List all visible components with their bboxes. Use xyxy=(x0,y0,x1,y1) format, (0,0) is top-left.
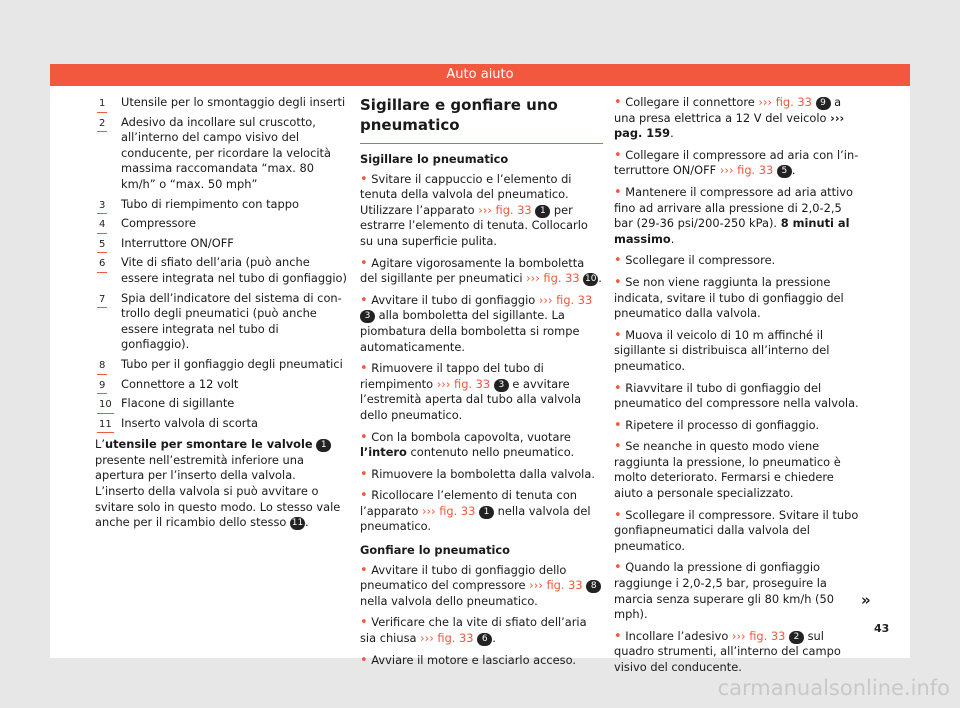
parts-list-item xyxy=(95,236,347,252)
step: • Incollare l’adesivo ››› fig. 33 2 sul quadro strumenti, all’interno del campo visivo del conducente. xyxy=(614,628,841,674)
page-number: 43 xyxy=(874,622,890,635)
step: • Scollegare il compressore. Svitare il tubo gonfiapneumatici dalla valvola del pneumatico. xyxy=(614,507,859,553)
item-text: Compressore xyxy=(121,216,196,231)
parts-list-item xyxy=(95,377,347,393)
item-text: Adesivo da incollare sul cruscotto, all’interno del campo visivo del conducente, per ricordare la velocità massima raccomandata “max. 80 km/h” o “max. 50 mph” xyxy=(121,114,332,191)
item-number: 10 xyxy=(99,397,112,413)
parts-list-item xyxy=(95,357,347,373)
continue-marker: » xyxy=(861,591,871,609)
step: • Se non viene raggiunta la pressione indicata, svitare il tubo di gonfiaggio del pneumatico dalla valvola. xyxy=(614,274,844,321)
item-number: 3 xyxy=(99,198,105,214)
item-text: Spia dell’indicatore del sistema di controllo degli pneumatici (può anche essere integrata nel tubo di gonfiaggio). xyxy=(121,290,342,352)
step: • Quando la pressione di gonfiaggio raggiunge i 2,0-2,5 bar, proseguire la marcia senza superare gli 80 km/h (50 mph). xyxy=(614,560,834,622)
watermark: carmanualsonline.info xyxy=(717,676,950,700)
step: • Rimuovere il tappo del tubo di riempimento ››› fig. 33 3 e avvitare l’estremità aperta dal tubo alla valvola dello pneumatico. xyxy=(360,361,582,422)
step: • Con la bombola capovolta, vuotare l’intero contenuto nello pneumatico. xyxy=(360,429,575,460)
step: • Mantenere il compressore ad aria attivo fino ad arrivare alla pressione di 2,0-2,5 bar (29-36 psi/200-250 kPa). 8 minuti al massimo. xyxy=(614,184,853,246)
procedure-column xyxy=(360,95,603,674)
step: • Collegare il connettore ››› fig. 33 9 a una presa elettrica a 12 V del veicolo ››› pag. 159. xyxy=(614,95,845,141)
parts-list-item xyxy=(95,396,347,412)
item-text: Flacone di sigillante xyxy=(121,396,235,411)
parts-list-item xyxy=(95,95,347,111)
step: • Svitare il cappuccio e l’elemento di tenuta della valvola del pneumatico. Utilizzare l’apparato ››› fig. 33 1 per estrarre l’elemento di tenuta. Collocarlo su una superficie pulita. xyxy=(360,171,588,248)
item-number: 5 xyxy=(99,237,105,253)
item-text: Interruttore ON/OFF xyxy=(121,235,234,250)
item-number: 2 xyxy=(99,116,105,132)
parts-list-item xyxy=(95,416,347,432)
item-text: Inserto valvola di scorta xyxy=(121,415,258,430)
step: • Scollegare il compressore. xyxy=(614,253,776,269)
section-title: Sigillare e gonfiare uno pneumatico xyxy=(360,95,603,144)
parts-list-item xyxy=(95,291,347,353)
item-text: Tubo di riempimento con tappo xyxy=(121,196,299,211)
subheading-seal: Sigillare lo pneumatico xyxy=(360,152,509,166)
item-number: 6 xyxy=(99,256,105,272)
item-text: Vite di sfiato dell’aria (può anche essere integrata nel tubo di gonfiaggio) xyxy=(121,255,347,285)
step: • Muova il veicolo di 10 m affinché il sigillante si distribuisca all’interno del pneumatico. xyxy=(614,327,830,373)
step: • Rimuovere la bomboletta dalla valvola. xyxy=(360,466,595,482)
item-number: 4 xyxy=(99,217,105,233)
item-text: Tubo per il gonfiaggio degli pneumatici xyxy=(121,356,343,371)
step: • Riavvitare il tubo di gonfiaggio del pneumatico del compressore nella valvola. xyxy=(614,380,859,411)
procedure-column-continued xyxy=(614,95,860,682)
parts-list-item xyxy=(95,115,347,193)
parts-list-item xyxy=(95,216,347,232)
step: • Se neanche in questo modo viene raggiunta la pressione, lo pneumatico è molto deteriorato. Fermarsi e chiedere aiuto a personale specializzato. xyxy=(614,439,841,501)
parts-list-item xyxy=(95,255,347,286)
item-number: 9 xyxy=(99,378,105,394)
parts-list-column xyxy=(95,95,347,537)
step: • Ricollocare l’elemento di tenuta con l’apparato ››› fig. 33 1 nella valvola del pneumatico. xyxy=(360,488,591,534)
parts-list-item xyxy=(95,197,347,213)
item-text: Connettore a 12 volt xyxy=(121,376,239,391)
step: • Avvitare il tubo di gonfiaggio ››› fig. 33 3 alla bomboletta del sigillante. La piombatura della bomboletta si rompe automaticamente. xyxy=(360,292,593,354)
item-number: 11 xyxy=(99,417,112,433)
item-number: 1 xyxy=(99,96,105,112)
step: • Agitare vigorosamente la bomboletta del sigillante per pneumatici ››› fig. 33 10 . xyxy=(360,255,602,286)
step: • Ripetere il processo di gonfiaggio. xyxy=(614,417,820,433)
item-text: Utensile per lo smontaggio degli inserti xyxy=(121,95,346,109)
item-number: 7 xyxy=(99,292,105,308)
section-header: Auto aiuto xyxy=(50,64,910,86)
step: • Avviare il motore e lasciarlo acceso. xyxy=(360,652,577,668)
subheading-inflate: Gonfiare lo pneumatico xyxy=(360,543,510,558)
item-number: 8 xyxy=(99,358,105,374)
step: • Collegare il compressore ad aria con l’interruttore ON/OFF ››› fig. 33 5 . xyxy=(614,147,859,178)
step: • Avvitare il tubo di gonfiaggio dello pneumatico del compressore ››› fig. 33 8 nella valvola dello pneumatico. xyxy=(360,563,603,610)
step: • Verificare che la vite di sfiato dell’aria sia chiusa ››› fig. 33 6 . xyxy=(360,615,587,646)
tool-paragraph: L’utensile per smontare le valvole 1 presente nell’estremità inferiore una apertura per l’inserto della valvola. L’inserto della valvola si può avvitare o svitare solo in questo modo. Lo stesso vale anche per il ricambio dello stesso 11 . xyxy=(95,437,341,530)
